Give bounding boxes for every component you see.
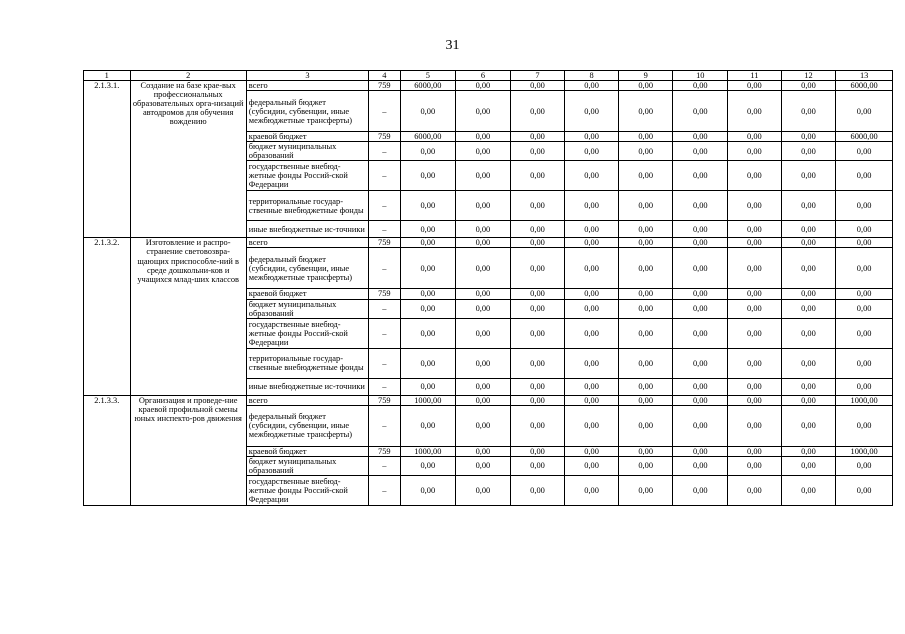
funding-source: всего: [246, 238, 368, 248]
funding-source: бюджет муниципальных образований: [246, 456, 368, 475]
amount-cell: 0,00: [456, 161, 511, 191]
amount-cell: 0,00: [456, 191, 511, 221]
budget-table: [83, 70, 893, 506]
amount-cell: 0,00: [836, 456, 893, 475]
amount-cell: 0,00: [456, 446, 511, 456]
amount-cell: 0,00: [456, 476, 511, 506]
grbs-code: –: [369, 456, 400, 475]
amount-cell: 0,00: [510, 191, 565, 221]
amount-cell: 0,00: [618, 378, 673, 395]
amount-cell: 0,00: [728, 191, 782, 221]
item-code: 2.1.3.1.: [84, 81, 131, 238]
amount-cell: 0,00: [728, 91, 782, 132]
grbs-code: –: [369, 191, 400, 221]
grbs-code: –: [369, 405, 400, 446]
amount-cell: 0,00: [456, 348, 511, 378]
amount-cell: 0,00: [618, 299, 673, 318]
amount-cell: 0,00: [400, 248, 456, 289]
amount-cell: 0,00: [781, 476, 836, 506]
amount-cell: 0,00: [728, 248, 782, 289]
amount-cell: 0,00: [618, 348, 673, 378]
amount-cell: 0,00: [456, 238, 511, 248]
funding-source: федеральный бюджет (субсидии, субвенции, иные межбюджетные трансферты): [246, 91, 368, 132]
amount-cell: 0,00: [456, 378, 511, 395]
amount-cell: 0,00: [400, 191, 456, 221]
amount-cell: 0,00: [565, 238, 619, 248]
amount-cell: 0,00: [781, 405, 836, 446]
amount-cell: 0,00: [456, 248, 511, 289]
amount-cell: 1000,00: [400, 446, 456, 456]
amount-cell: 0,00: [565, 289, 619, 299]
amount-cell: 0,00: [400, 238, 456, 248]
funding-source: иные внебюджетные ис-точники: [246, 378, 368, 395]
amount-cell: 0,00: [400, 161, 456, 191]
item-description: Создание на базе крае-вых профессиональных образовательных орга-низаций автодромов для обучения вождению: [130, 81, 246, 238]
amount-cell: 0,00: [400, 91, 456, 132]
amount-cell: 0,00: [781, 248, 836, 289]
grbs-code: –: [369, 91, 400, 132]
amount-cell: 0,00: [400, 378, 456, 395]
amount-cell: 0,00: [456, 132, 511, 142]
amount-cell: 0,00: [618, 191, 673, 221]
amount-cell: 0,00: [510, 81, 565, 91]
funding-source: всего: [246, 395, 368, 405]
amount-cell: 0,00: [836, 405, 893, 446]
table-row: [84, 81, 893, 91]
amount-cell: 0,00: [618, 81, 673, 91]
amount-cell: 0,00: [673, 348, 728, 378]
amount-cell: 0,00: [728, 161, 782, 191]
table-body: [84, 81, 893, 506]
funding-source: краевой бюджет: [246, 446, 368, 456]
amount-cell: 0,00: [836, 248, 893, 289]
column-header-10: 10: [673, 71, 728, 81]
amount-cell: 0,00: [400, 221, 456, 238]
amount-cell: 0,00: [565, 142, 619, 161]
amount-cell: 0,00: [618, 248, 673, 289]
amount-cell: 0,00: [728, 299, 782, 318]
amount-cell: 0,00: [565, 378, 619, 395]
amount-cell: 0,00: [456, 405, 511, 446]
funding-source: федеральный бюджет (субсидии, субвенции, иные межбюджетные трансферты): [246, 248, 368, 289]
funding-source: федеральный бюджет (субсидии, субвенции, иные межбюджетные трансферты): [246, 405, 368, 446]
grbs-code: 759: [369, 395, 400, 405]
amount-cell: 0,00: [510, 476, 565, 506]
amount-cell: 0,00: [781, 191, 836, 221]
amount-cell: 0,00: [565, 81, 619, 91]
amount-cell: 0,00: [673, 378, 728, 395]
amount-cell: 0,00: [400, 405, 456, 446]
grbs-code: 759: [369, 446, 400, 456]
amount-cell: 0,00: [673, 446, 728, 456]
grbs-code: 759: [369, 132, 400, 142]
funding-source: территориальные государ-ственные внебюджетные фонды: [246, 191, 368, 221]
amount-cell: 0,00: [673, 476, 728, 506]
amount-cell: 0,00: [618, 132, 673, 142]
amount-cell: 0,00: [565, 248, 619, 289]
amount-cell: 0,00: [510, 91, 565, 132]
amount-cell: 0,00: [673, 161, 728, 191]
funding-source: краевой бюджет: [246, 289, 368, 299]
amount-cell: 0,00: [781, 299, 836, 318]
amount-cell: 0,00: [565, 348, 619, 378]
item-code: 2.1.3.3.: [84, 395, 131, 505]
funding-source: иные внебюджетные ис-точники: [246, 221, 368, 238]
amount-cell: 0,00: [836, 299, 893, 318]
amount-cell: 0,00: [781, 318, 836, 348]
amount-cell: 0,00: [836, 191, 893, 221]
amount-cell: 0,00: [673, 81, 728, 91]
amount-cell: 0,00: [510, 318, 565, 348]
amount-cell: 6000,00: [836, 132, 893, 142]
amount-cell: 0,00: [400, 318, 456, 348]
amount-cell: 0,00: [565, 161, 619, 191]
amount-cell: 0,00: [565, 191, 619, 221]
funding-source: государственные внебюд-жетные фонды Россий-ской Федерации: [246, 476, 368, 506]
amount-cell: 0,00: [781, 81, 836, 91]
amount-cell: 0,00: [728, 405, 782, 446]
amount-cell: 0,00: [781, 221, 836, 238]
funding-source: государственные внебюд-жетные фонды Россий-ской Федерации: [246, 161, 368, 191]
amount-cell: 0,00: [728, 132, 782, 142]
amount-cell: 0,00: [673, 299, 728, 318]
amount-cell: 0,00: [728, 221, 782, 238]
amount-cell: 0,00: [673, 238, 728, 248]
amount-cell: 0,00: [673, 142, 728, 161]
column-header-5: 5: [400, 71, 456, 81]
column-header-1: 1: [84, 71, 131, 81]
funding-source: бюджет муниципальных образований: [246, 142, 368, 161]
amount-cell: 0,00: [456, 318, 511, 348]
amount-cell: 0,00: [618, 142, 673, 161]
amount-cell: 0,00: [618, 476, 673, 506]
column-header-8: 8: [565, 71, 619, 81]
amount-cell: 0,00: [781, 132, 836, 142]
amount-cell: 0,00: [728, 476, 782, 506]
column-header-2: 2: [130, 71, 246, 81]
amount-cell: 0,00: [728, 238, 782, 248]
amount-cell: 0,00: [673, 132, 728, 142]
column-header-7: 7: [510, 71, 565, 81]
amount-cell: 0,00: [836, 318, 893, 348]
column-header-13: 13: [836, 71, 893, 81]
amount-cell: 0,00: [673, 405, 728, 446]
amount-cell: 0,00: [565, 221, 619, 238]
amount-cell: 0,00: [565, 476, 619, 506]
amount-cell: 0,00: [836, 142, 893, 161]
amount-cell: 0,00: [456, 91, 511, 132]
amount-cell: 0,00: [728, 456, 782, 475]
amount-cell: 0,00: [673, 221, 728, 238]
amount-cell: 0,00: [673, 248, 728, 289]
amount-cell: 0,00: [836, 91, 893, 132]
amount-cell: 0,00: [673, 318, 728, 348]
amount-cell: 0,00: [836, 476, 893, 506]
amount-cell: 0,00: [510, 221, 565, 238]
amount-cell: 0,00: [510, 142, 565, 161]
amount-cell: 0,00: [510, 395, 565, 405]
amount-cell: 0,00: [728, 289, 782, 299]
amount-cell: 0,00: [781, 456, 836, 475]
amount-cell: 0,00: [456, 299, 511, 318]
grbs-code: –: [369, 161, 400, 191]
amount-cell: 0,00: [673, 289, 728, 299]
amount-cell: 0,00: [456, 142, 511, 161]
amount-cell: 0,00: [673, 191, 728, 221]
amount-cell: 0,00: [510, 238, 565, 248]
amount-cell: 0,00: [400, 456, 456, 475]
amount-cell: 0,00: [728, 395, 782, 405]
amount-cell: 0,00: [836, 378, 893, 395]
amount-cell: 0,00: [565, 405, 619, 446]
amount-cell: 0,00: [836, 238, 893, 248]
amount-cell: 0,00: [673, 91, 728, 132]
funding-source: государственные внебюд-жетные фонды Россий-ской Федерации: [246, 318, 368, 348]
amount-cell: 0,00: [510, 446, 565, 456]
amount-cell: 0,00: [728, 81, 782, 91]
table-row: [84, 395, 893, 405]
amount-cell: 0,00: [618, 221, 673, 238]
amount-cell: 0,00: [781, 446, 836, 456]
amount-cell: 0,00: [618, 395, 673, 405]
item-description: Изготовление и распро-странение световозвра-щающих приспособле-ний в среде дошкольни-ков и учащихся млад-ших классов: [130, 238, 246, 395]
amount-cell: 0,00: [836, 289, 893, 299]
amount-cell: 0,00: [565, 395, 619, 405]
amount-cell: 0,00: [618, 318, 673, 348]
header-row: [84, 71, 893, 81]
grbs-code: 759: [369, 81, 400, 91]
amount-cell: 0,00: [781, 238, 836, 248]
amount-cell: 0,00: [456, 221, 511, 238]
funding-source: территориальные государ-ственные внебюджетные фонды: [246, 348, 368, 378]
amount-cell: 0,00: [781, 289, 836, 299]
column-header-12: 12: [781, 71, 836, 81]
funding-source: краевой бюджет: [246, 132, 368, 142]
amount-cell: 0,00: [510, 161, 565, 191]
grbs-code: 759: [369, 238, 400, 248]
grbs-code: 759: [369, 289, 400, 299]
amount-cell: 0,00: [673, 456, 728, 475]
amount-cell: 0,00: [673, 395, 728, 405]
amount-cell: 0,00: [728, 142, 782, 161]
amount-cell: 0,00: [510, 405, 565, 446]
amount-cell: 0,00: [510, 378, 565, 395]
amount-cell: 0,00: [618, 161, 673, 191]
amount-cell: 0,00: [618, 238, 673, 248]
column-header-4: 4: [369, 71, 400, 81]
amount-cell: 1000,00: [836, 395, 893, 405]
amount-cell: 0,00: [781, 91, 836, 132]
grbs-code: –: [369, 348, 400, 378]
item-code: 2.1.3.2.: [84, 238, 131, 395]
amount-cell: 0,00: [781, 142, 836, 161]
amount-cell: 0,00: [728, 318, 782, 348]
amount-cell: 0,00: [510, 289, 565, 299]
amount-cell: 0,00: [565, 299, 619, 318]
grbs-code: –: [369, 299, 400, 318]
amount-cell: 0,00: [728, 446, 782, 456]
page-number: 31: [445, 38, 460, 53]
amount-cell: 0,00: [836, 348, 893, 378]
amount-cell: 0,00: [510, 456, 565, 475]
amount-cell: 0,00: [565, 456, 619, 475]
grbs-code: –: [369, 248, 400, 289]
amount-cell: 0,00: [781, 378, 836, 395]
amount-cell: 0,00: [400, 299, 456, 318]
funding-source: бюджет муниципальных образований: [246, 299, 368, 318]
column-header-11: 11: [728, 71, 782, 81]
table-row: [84, 238, 893, 248]
grbs-code: –: [369, 142, 400, 161]
amount-cell: 0,00: [565, 318, 619, 348]
amount-cell: 0,00: [618, 456, 673, 475]
amount-cell: 1000,00: [400, 395, 456, 405]
amount-cell: 6000,00: [400, 81, 456, 91]
amount-cell: 0,00: [510, 248, 565, 289]
amount-cell: 6000,00: [836, 81, 893, 91]
amount-cell: 0,00: [456, 395, 511, 405]
amount-cell: 1000,00: [836, 446, 893, 456]
grbs-code: –: [369, 221, 400, 238]
grbs-code: –: [369, 476, 400, 506]
amount-cell: 0,00: [836, 221, 893, 238]
column-header-3: 3: [246, 71, 368, 81]
amount-cell: 0,00: [510, 348, 565, 378]
funding-source: всего: [246, 81, 368, 91]
amount-cell: 0,00: [400, 289, 456, 299]
amount-cell: 0,00: [728, 348, 782, 378]
amount-cell: 0,00: [400, 348, 456, 378]
amount-cell: 0,00: [456, 456, 511, 475]
column-header-9: 9: [618, 71, 673, 81]
amount-cell: 0,00: [618, 289, 673, 299]
amount-cell: 0,00: [400, 476, 456, 506]
column-header-6: 6: [456, 71, 511, 81]
amount-cell: 0,00: [400, 142, 456, 161]
amount-cell: 6000,00: [400, 132, 456, 142]
grbs-code: –: [369, 318, 400, 348]
amount-cell: 0,00: [456, 289, 511, 299]
amount-cell: 0,00: [618, 405, 673, 446]
amount-cell: 0,00: [618, 446, 673, 456]
amount-cell: 0,00: [728, 378, 782, 395]
amount-cell: 0,00: [781, 395, 836, 405]
amount-cell: 0,00: [618, 91, 673, 132]
amount-cell: 0,00: [565, 91, 619, 132]
amount-cell: 0,00: [510, 299, 565, 318]
amount-cell: 0,00: [565, 132, 619, 142]
amount-cell: 0,00: [836, 161, 893, 191]
amount-cell: 0,00: [456, 81, 511, 91]
amount-cell: 0,00: [781, 161, 836, 191]
amount-cell: 0,00: [565, 446, 619, 456]
amount-cell: 0,00: [510, 132, 565, 142]
grbs-code: –: [369, 378, 400, 395]
amount-cell: 0,00: [781, 348, 836, 378]
item-description: Организация и проведе-ние краевой профильной смены юных инспекто-ров движения: [130, 395, 246, 505]
